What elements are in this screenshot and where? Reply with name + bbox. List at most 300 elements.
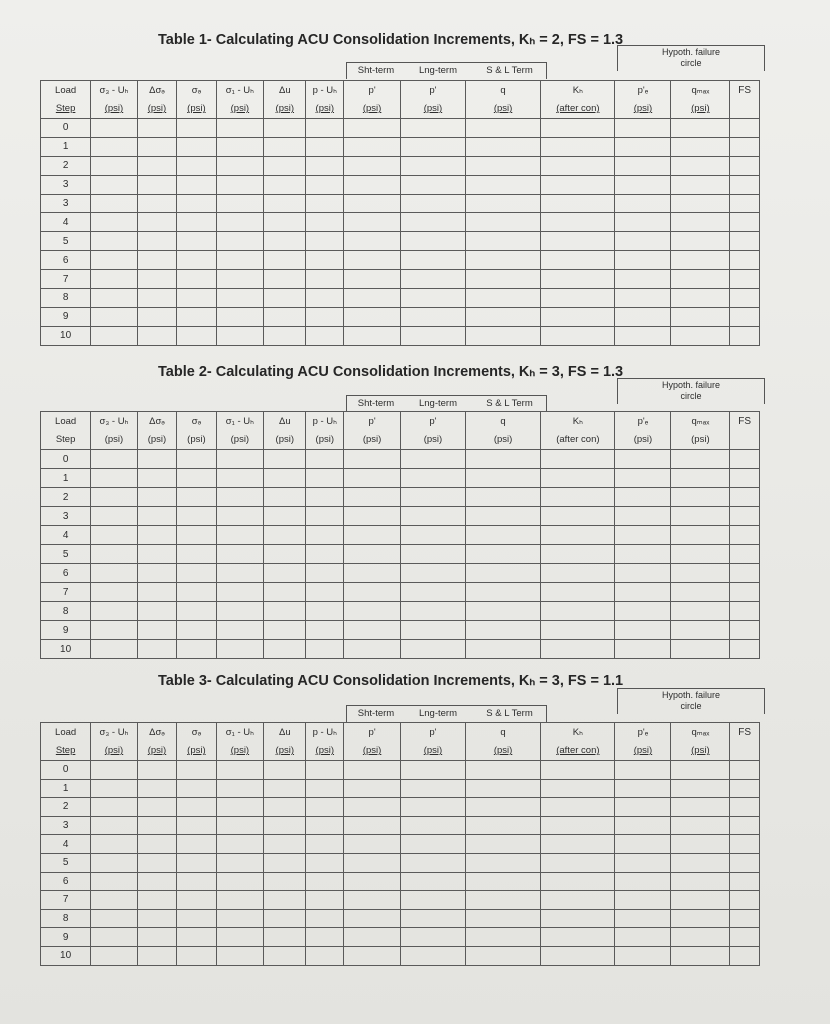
empty-cell[interactable] (216, 156, 263, 175)
empty-cell[interactable] (177, 621, 216, 640)
empty-cell[interactable] (541, 872, 615, 891)
empty-cell[interactable] (344, 621, 401, 640)
empty-cell[interactable] (730, 137, 760, 156)
empty-cell[interactable] (615, 946, 671, 965)
empty-cell[interactable] (730, 853, 760, 872)
empty-cell[interactable] (730, 289, 760, 308)
empty-cell[interactable] (306, 251, 344, 270)
empty-cell[interactable] (216, 507, 263, 526)
empty-cell[interactable] (216, 761, 263, 780)
empty-cell[interactable] (137, 640, 176, 659)
empty-cell[interactable] (137, 326, 176, 345)
empty-cell[interactable] (137, 469, 176, 488)
empty-cell[interactable] (137, 156, 176, 175)
empty-cell[interactable] (671, 761, 730, 780)
empty-cell[interactable] (730, 270, 760, 289)
empty-cell[interactable] (216, 232, 263, 251)
empty-cell[interactable] (137, 526, 176, 545)
empty-cell[interactable] (730, 779, 760, 798)
empty-cell[interactable] (541, 469, 615, 488)
empty-cell[interactable] (177, 853, 216, 872)
empty-cell[interactable] (401, 213, 466, 232)
empty-cell[interactable] (137, 835, 176, 854)
empty-cell[interactable] (216, 946, 263, 965)
empty-cell[interactable] (177, 232, 216, 251)
empty-cell[interactable] (264, 602, 306, 621)
empty-cell[interactable] (264, 761, 306, 780)
empty-cell[interactable] (541, 289, 615, 308)
empty-cell[interactable] (401, 137, 466, 156)
empty-cell[interactable] (401, 270, 466, 289)
empty-cell[interactable] (671, 270, 730, 289)
empty-cell[interactable] (216, 928, 263, 947)
empty-cell[interactable] (401, 507, 466, 526)
empty-cell[interactable] (730, 564, 760, 583)
empty-cell[interactable] (216, 779, 263, 798)
empty-cell[interactable] (541, 798, 615, 817)
empty-cell[interactable] (401, 156, 466, 175)
empty-cell[interactable] (615, 289, 671, 308)
empty-cell[interactable] (344, 488, 401, 507)
empty-cell[interactable] (306, 761, 344, 780)
empty-cell[interactable] (465, 251, 540, 270)
empty-cell[interactable] (615, 251, 671, 270)
empty-cell[interactable] (216, 526, 263, 545)
empty-cell[interactable] (671, 946, 730, 965)
empty-cell[interactable] (344, 307, 401, 326)
empty-cell[interactable] (465, 564, 540, 583)
empty-cell[interactable] (264, 891, 306, 910)
empty-cell[interactable] (306, 488, 344, 507)
empty-cell[interactable] (137, 507, 176, 526)
empty-cell[interactable] (216, 621, 263, 640)
empty-cell[interactable] (671, 602, 730, 621)
empty-cell[interactable] (671, 798, 730, 817)
empty-cell[interactable] (216, 119, 263, 138)
empty-cell[interactable] (91, 175, 138, 194)
empty-cell[interactable] (615, 488, 671, 507)
empty-cell[interactable] (730, 450, 760, 469)
empty-cell[interactable] (91, 909, 138, 928)
empty-cell[interactable] (541, 564, 615, 583)
empty-cell[interactable] (344, 526, 401, 545)
empty-cell[interactable] (216, 251, 263, 270)
empty-cell[interactable] (306, 928, 344, 947)
empty-cell[interactable] (306, 872, 344, 891)
empty-cell[interactable] (264, 450, 306, 469)
empty-cell[interactable] (137, 175, 176, 194)
empty-cell[interactable] (730, 194, 760, 213)
empty-cell[interactable] (615, 213, 671, 232)
empty-cell[interactable] (306, 835, 344, 854)
empty-cell[interactable] (465, 307, 540, 326)
empty-cell[interactable] (344, 909, 401, 928)
empty-cell[interactable] (401, 928, 466, 947)
empty-cell[interactable] (730, 213, 760, 232)
empty-cell[interactable] (306, 583, 344, 602)
empty-cell[interactable] (730, 798, 760, 817)
empty-cell[interactable] (615, 194, 671, 213)
empty-cell[interactable] (615, 175, 671, 194)
empty-cell[interactable] (541, 583, 615, 602)
empty-cell[interactable] (216, 289, 263, 308)
empty-cell[interactable] (671, 928, 730, 947)
empty-cell[interactable] (91, 853, 138, 872)
empty-cell[interactable] (344, 853, 401, 872)
empty-cell[interactable] (306, 946, 344, 965)
empty-cell[interactable] (730, 545, 760, 564)
empty-cell[interactable] (541, 251, 615, 270)
empty-cell[interactable] (615, 779, 671, 798)
empty-cell[interactable] (730, 946, 760, 965)
empty-cell[interactable] (306, 119, 344, 138)
empty-cell[interactable] (344, 289, 401, 308)
empty-cell[interactable] (401, 835, 466, 854)
empty-cell[interactable] (541, 270, 615, 289)
empty-cell[interactable] (91, 891, 138, 910)
empty-cell[interactable] (730, 156, 760, 175)
empty-cell[interactable] (615, 270, 671, 289)
empty-cell[interactable] (264, 853, 306, 872)
empty-cell[interactable] (344, 583, 401, 602)
empty-cell[interactable] (344, 507, 401, 526)
empty-cell[interactable] (541, 853, 615, 872)
empty-cell[interactable] (177, 946, 216, 965)
empty-cell[interactable] (615, 526, 671, 545)
empty-cell[interactable] (465, 909, 540, 928)
empty-cell[interactable] (541, 507, 615, 526)
empty-cell[interactable] (541, 156, 615, 175)
empty-cell[interactable] (177, 137, 216, 156)
empty-cell[interactable] (306, 816, 344, 835)
empty-cell[interactable] (344, 156, 401, 175)
empty-cell[interactable] (216, 602, 263, 621)
empty-cell[interactable] (541, 194, 615, 213)
empty-cell[interactable] (264, 583, 306, 602)
empty-cell[interactable] (541, 779, 615, 798)
empty-cell[interactable] (541, 545, 615, 564)
empty-cell[interactable] (306, 526, 344, 545)
empty-cell[interactable] (177, 194, 216, 213)
empty-cell[interactable] (615, 545, 671, 564)
empty-cell[interactable] (264, 213, 306, 232)
empty-cell[interactable] (177, 326, 216, 345)
empty-cell[interactable] (137, 602, 176, 621)
empty-cell[interactable] (730, 909, 760, 928)
empty-cell[interactable] (177, 928, 216, 947)
empty-cell[interactable] (730, 872, 760, 891)
empty-cell[interactable] (344, 835, 401, 854)
empty-cell[interactable] (91, 872, 138, 891)
empty-cell[interactable] (264, 289, 306, 308)
empty-cell[interactable] (671, 507, 730, 526)
empty-cell[interactable] (91, 326, 138, 345)
empty-cell[interactable] (264, 545, 306, 564)
empty-cell[interactable] (344, 946, 401, 965)
empty-cell[interactable] (216, 194, 263, 213)
empty-cell[interactable] (306, 156, 344, 175)
empty-cell[interactable] (401, 545, 466, 564)
empty-cell[interactable] (264, 946, 306, 965)
empty-cell[interactable] (344, 450, 401, 469)
empty-cell[interactable] (671, 307, 730, 326)
empty-cell[interactable] (671, 194, 730, 213)
empty-cell[interactable] (137, 270, 176, 289)
empty-cell[interactable] (91, 507, 138, 526)
empty-cell[interactable] (541, 450, 615, 469)
empty-cell[interactable] (216, 213, 263, 232)
empty-cell[interactable] (401, 194, 466, 213)
empty-cell[interactable] (177, 507, 216, 526)
empty-cell[interactable] (264, 640, 306, 659)
empty-cell[interactable] (615, 583, 671, 602)
empty-cell[interactable] (615, 798, 671, 817)
empty-cell[interactable] (401, 232, 466, 251)
empty-cell[interactable] (344, 251, 401, 270)
empty-cell[interactable] (137, 798, 176, 817)
empty-cell[interactable] (615, 891, 671, 910)
empty-cell[interactable] (177, 835, 216, 854)
empty-cell[interactable] (177, 307, 216, 326)
empty-cell[interactable] (344, 640, 401, 659)
empty-cell[interactable] (137, 232, 176, 251)
empty-cell[interactable] (344, 816, 401, 835)
empty-cell[interactable] (615, 232, 671, 251)
empty-cell[interactable] (465, 816, 540, 835)
empty-cell[interactable] (730, 835, 760, 854)
empty-cell[interactable] (465, 835, 540, 854)
empty-cell[interactable] (401, 307, 466, 326)
empty-cell[interactable] (344, 928, 401, 947)
empty-cell[interactable] (730, 621, 760, 640)
empty-cell[interactable] (615, 853, 671, 872)
empty-cell[interactable] (306, 602, 344, 621)
empty-cell[interactable] (306, 194, 344, 213)
empty-cell[interactable] (91, 835, 138, 854)
empty-cell[interactable] (401, 488, 466, 507)
empty-cell[interactable] (306, 450, 344, 469)
empty-cell[interactable] (306, 175, 344, 194)
empty-cell[interactable] (465, 326, 540, 345)
empty-cell[interactable] (465, 119, 540, 138)
empty-cell[interactable] (344, 798, 401, 817)
empty-cell[interactable] (671, 835, 730, 854)
empty-cell[interactable] (137, 307, 176, 326)
empty-cell[interactable] (671, 119, 730, 138)
empty-cell[interactable] (465, 469, 540, 488)
empty-cell[interactable] (615, 761, 671, 780)
empty-cell[interactable] (91, 761, 138, 780)
empty-cell[interactable] (216, 175, 263, 194)
empty-cell[interactable] (615, 564, 671, 583)
empty-cell[interactable] (264, 156, 306, 175)
empty-cell[interactable] (91, 469, 138, 488)
empty-cell[interactable] (671, 289, 730, 308)
empty-cell[interactable] (344, 137, 401, 156)
empty-cell[interactable] (615, 928, 671, 947)
empty-cell[interactable] (401, 909, 466, 928)
empty-cell[interactable] (344, 232, 401, 251)
empty-cell[interactable] (730, 488, 760, 507)
empty-cell[interactable] (177, 450, 216, 469)
empty-cell[interactable] (615, 119, 671, 138)
empty-cell[interactable] (137, 251, 176, 270)
empty-cell[interactable] (216, 640, 263, 659)
empty-cell[interactable] (306, 798, 344, 817)
empty-cell[interactable] (177, 779, 216, 798)
empty-cell[interactable] (137, 488, 176, 507)
empty-cell[interactable] (671, 488, 730, 507)
empty-cell[interactable] (615, 835, 671, 854)
empty-cell[interactable] (465, 488, 540, 507)
empty-cell[interactable] (306, 507, 344, 526)
empty-cell[interactable] (730, 232, 760, 251)
empty-cell[interactable] (671, 232, 730, 251)
empty-cell[interactable] (730, 507, 760, 526)
empty-cell[interactable] (730, 526, 760, 545)
empty-cell[interactable] (465, 779, 540, 798)
empty-cell[interactable] (306, 232, 344, 251)
empty-cell[interactable] (177, 583, 216, 602)
empty-cell[interactable] (344, 872, 401, 891)
empty-cell[interactable] (177, 872, 216, 891)
empty-cell[interactable] (264, 816, 306, 835)
empty-cell[interactable] (344, 761, 401, 780)
empty-cell[interactable] (730, 119, 760, 138)
empty-cell[interactable] (541, 928, 615, 947)
empty-cell[interactable] (541, 232, 615, 251)
empty-cell[interactable] (465, 213, 540, 232)
empty-cell[interactable] (137, 137, 176, 156)
empty-cell[interactable] (541, 137, 615, 156)
empty-cell[interactable] (264, 175, 306, 194)
empty-cell[interactable] (401, 891, 466, 910)
empty-cell[interactable] (401, 469, 466, 488)
empty-cell[interactable] (401, 946, 466, 965)
empty-cell[interactable] (615, 156, 671, 175)
empty-cell[interactable] (264, 928, 306, 947)
empty-cell[interactable] (465, 507, 540, 526)
empty-cell[interactable] (465, 450, 540, 469)
empty-cell[interactable] (91, 602, 138, 621)
empty-cell[interactable] (137, 545, 176, 564)
empty-cell[interactable] (91, 156, 138, 175)
empty-cell[interactable] (541, 175, 615, 194)
empty-cell[interactable] (306, 853, 344, 872)
empty-cell[interactable] (671, 526, 730, 545)
empty-cell[interactable] (615, 909, 671, 928)
empty-cell[interactable] (264, 779, 306, 798)
empty-cell[interactable] (730, 469, 760, 488)
empty-cell[interactable] (671, 564, 730, 583)
empty-cell[interactable] (91, 816, 138, 835)
empty-cell[interactable] (306, 469, 344, 488)
empty-cell[interactable] (465, 853, 540, 872)
empty-cell[interactable] (615, 326, 671, 345)
empty-cell[interactable] (306, 270, 344, 289)
empty-cell[interactable] (264, 909, 306, 928)
empty-cell[interactable] (137, 564, 176, 583)
empty-cell[interactable] (306, 640, 344, 659)
empty-cell[interactable] (177, 545, 216, 564)
empty-cell[interactable] (401, 450, 466, 469)
empty-cell[interactable] (216, 798, 263, 817)
empty-cell[interactable] (730, 640, 760, 659)
empty-cell[interactable] (91, 946, 138, 965)
empty-cell[interactable] (264, 307, 306, 326)
empty-cell[interactable] (137, 891, 176, 910)
empty-cell[interactable] (730, 175, 760, 194)
empty-cell[interactable] (91, 251, 138, 270)
empty-cell[interactable] (671, 213, 730, 232)
empty-cell[interactable] (91, 307, 138, 326)
empty-cell[interactable] (401, 798, 466, 817)
empty-cell[interactable] (541, 602, 615, 621)
empty-cell[interactable] (216, 545, 263, 564)
empty-cell[interactable] (264, 119, 306, 138)
empty-cell[interactable] (177, 119, 216, 138)
empty-cell[interactable] (730, 602, 760, 621)
empty-cell[interactable] (344, 175, 401, 194)
empty-cell[interactable] (465, 602, 540, 621)
empty-cell[interactable] (465, 175, 540, 194)
empty-cell[interactable] (216, 307, 263, 326)
empty-cell[interactable] (401, 872, 466, 891)
empty-cell[interactable] (137, 450, 176, 469)
empty-cell[interactable] (671, 621, 730, 640)
empty-cell[interactable] (401, 816, 466, 835)
empty-cell[interactable] (264, 469, 306, 488)
empty-cell[interactable] (91, 564, 138, 583)
empty-cell[interactable] (216, 270, 263, 289)
empty-cell[interactable] (177, 156, 216, 175)
empty-cell[interactable] (465, 946, 540, 965)
empty-cell[interactable] (541, 526, 615, 545)
empty-cell[interactable] (671, 326, 730, 345)
empty-cell[interactable] (671, 891, 730, 910)
empty-cell[interactable] (216, 469, 263, 488)
empty-cell[interactable] (671, 175, 730, 194)
empty-cell[interactable] (216, 137, 263, 156)
empty-cell[interactable] (177, 469, 216, 488)
empty-cell[interactable] (177, 761, 216, 780)
empty-cell[interactable] (216, 583, 263, 602)
empty-cell[interactable] (730, 891, 760, 910)
empty-cell[interactable] (671, 450, 730, 469)
empty-cell[interactable] (91, 526, 138, 545)
empty-cell[interactable] (401, 583, 466, 602)
empty-cell[interactable] (137, 946, 176, 965)
empty-cell[interactable] (615, 602, 671, 621)
empty-cell[interactable] (137, 761, 176, 780)
empty-cell[interactable] (401, 526, 466, 545)
empty-cell[interactable] (177, 488, 216, 507)
empty-cell[interactable] (306, 307, 344, 326)
empty-cell[interactable] (344, 119, 401, 138)
empty-cell[interactable] (465, 798, 540, 817)
empty-cell[interactable] (216, 326, 263, 345)
empty-cell[interactable] (671, 872, 730, 891)
empty-cell[interactable] (306, 137, 344, 156)
empty-cell[interactable] (401, 289, 466, 308)
empty-cell[interactable] (177, 289, 216, 308)
empty-cell[interactable] (137, 816, 176, 835)
empty-cell[interactable] (91, 137, 138, 156)
empty-cell[interactable] (730, 583, 760, 602)
empty-cell[interactable] (344, 891, 401, 910)
empty-cell[interactable] (730, 307, 760, 326)
empty-cell[interactable] (615, 137, 671, 156)
